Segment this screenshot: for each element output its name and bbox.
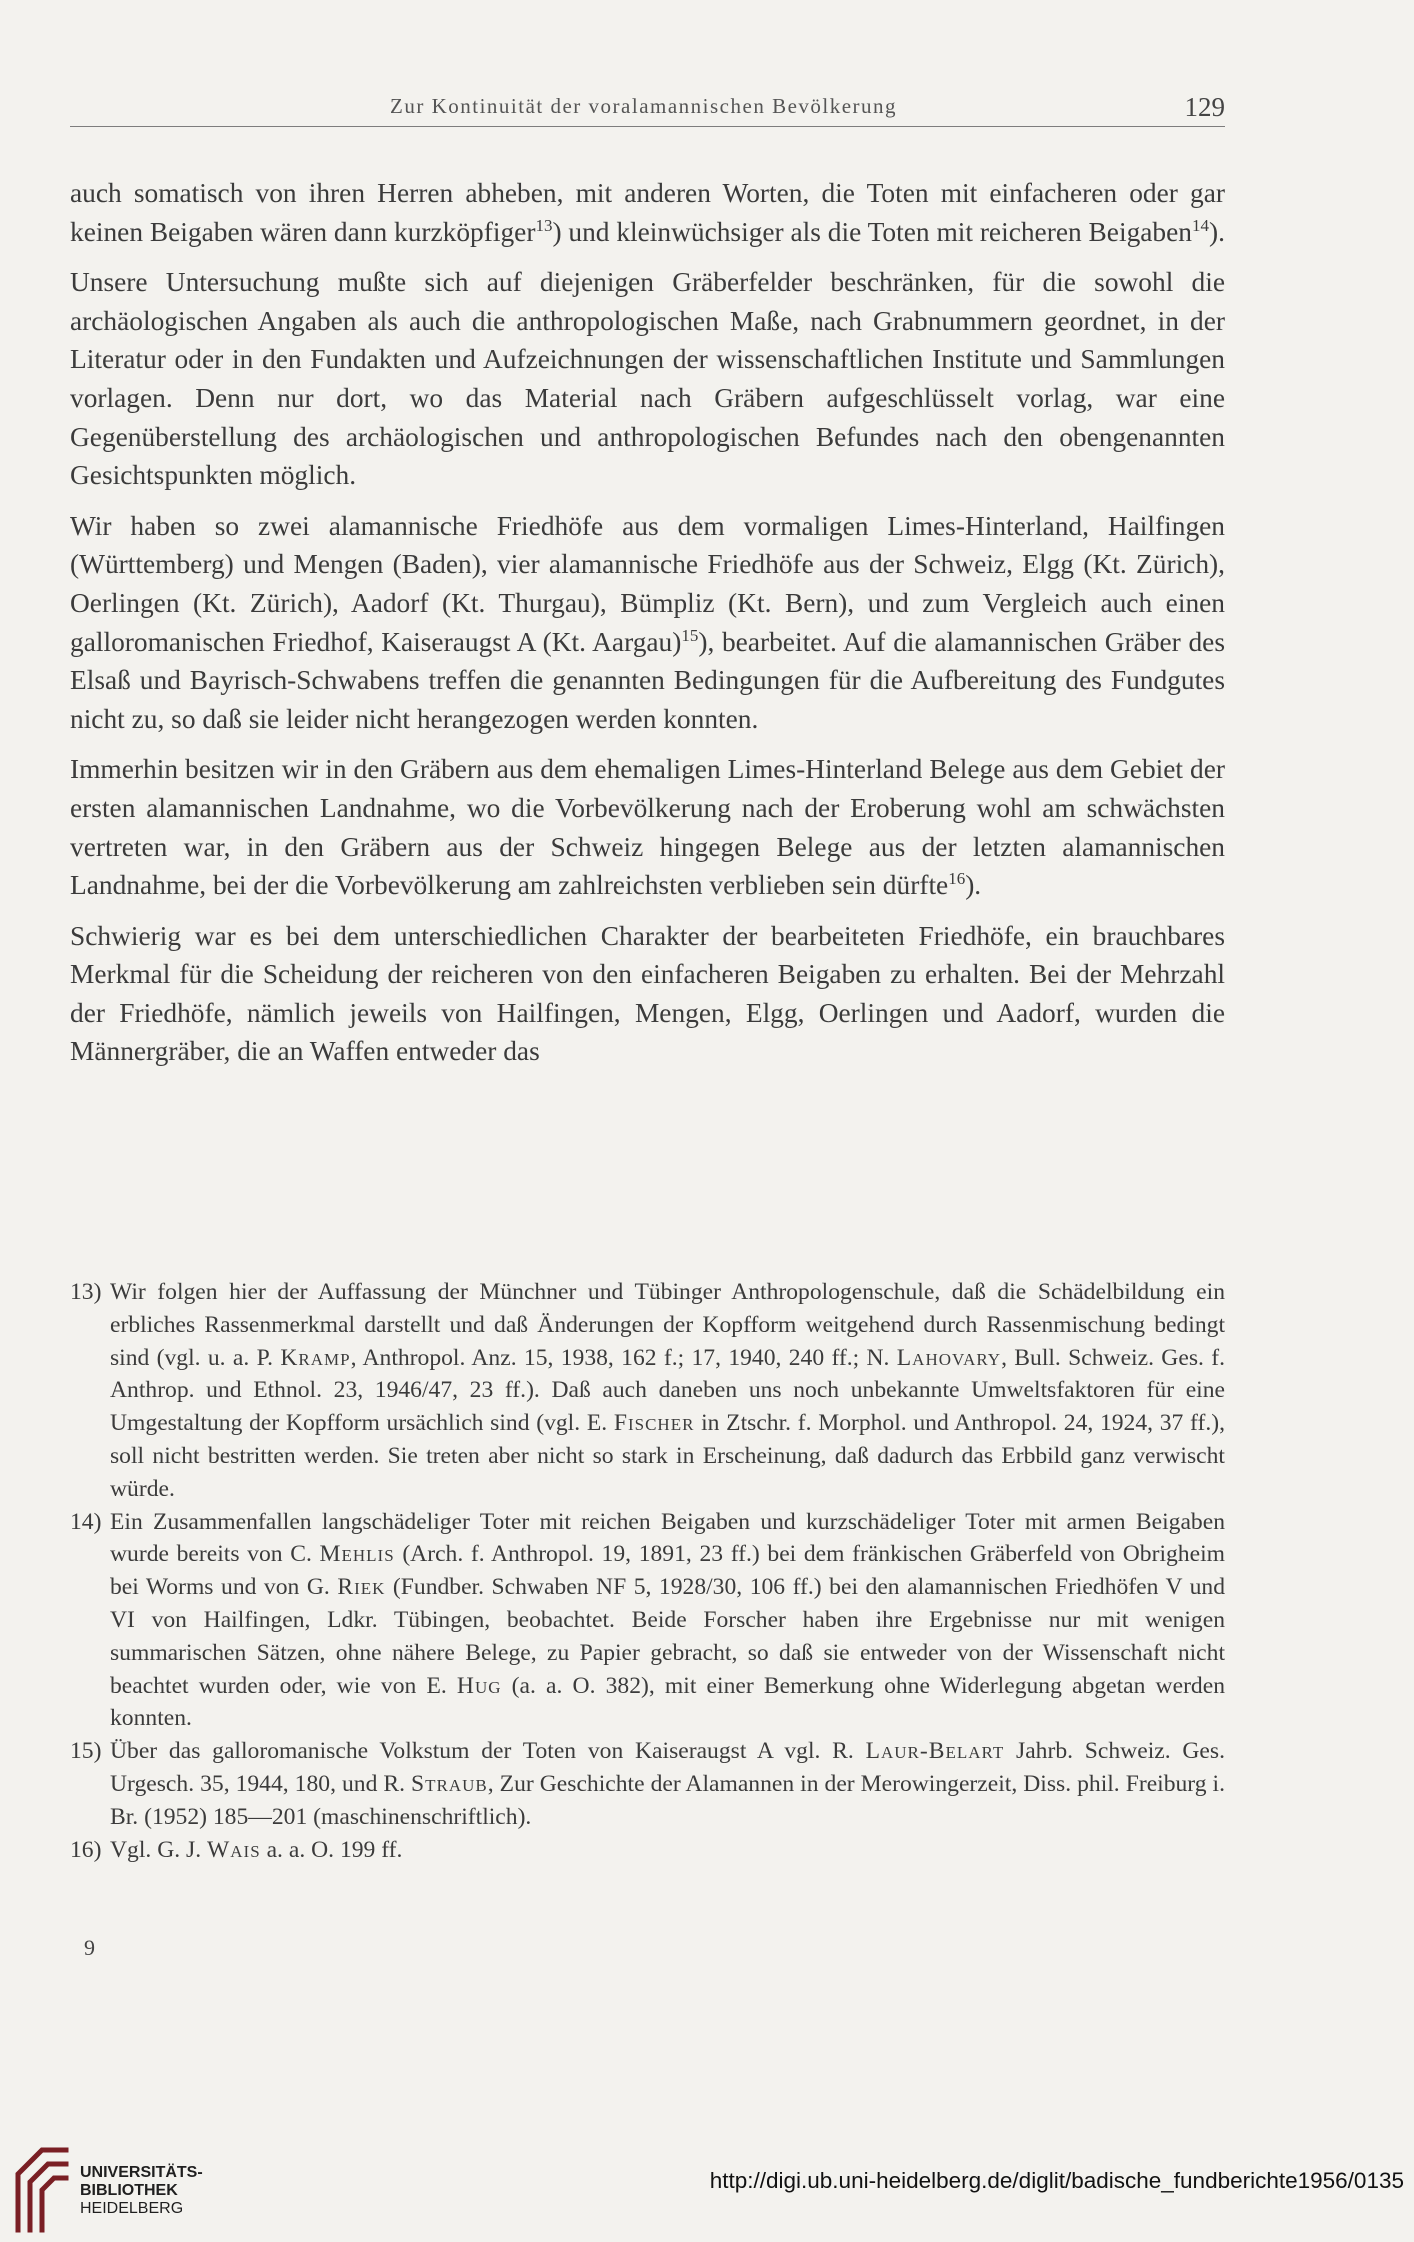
footnote-15: [70, 1735, 1225, 1833]
text: , Bull. Schweiz. Ges. f. Anthrop. und Ethnol. 23, 1946/47, 23 ff.). Daß auch daneben uns noch unbekannte Umweltsfaktoren für eine Umgestaltung der Kopfform ursächlich sind (vgl. E.: [110, 1344, 1225, 1437]
footnotes: [70, 1276, 1225, 1866]
library-logo-icon: [8, 2144, 72, 2236]
footnote-13: [70, 1276, 1225, 1506]
text: ) und kleinwüchsiger als die Toten mit reicheren Beigaben: [552, 216, 1192, 247]
page-header: [70, 86, 1225, 127]
text: , Anthropol. Anz. 15, 1938, 162 f.; 17, 1940, 240 ff.; N.: [350, 1344, 897, 1371]
text: Wir haben so zwei alamannische Friedhöfe aus dem vormaligen Limes-Hinterland, Hailfingen (Württemberg) und Mengen (Baden), vier alamannische Friedhöfe aus der Schweiz, Elgg (Kt. Zürich), Oerlingen (Kt. Zürich), Aadorf (Kt. Thurgau), Bümpliz (Kt. Bern), und zum Vergleich auch einen galloromanischen Friedhof, Kaiseraugst A (Kt. Aargau): [70, 510, 1225, 657]
text: Wir folgen hier der Auffassung der Münchner und Tübinger Anthropologenschule, daß die Schädelbildung ein erbliches Rassenmerkmal darstellt und daß Änderungen der Kopfform weitgehend durch Rassenmischung bedingt sind (vgl. u. a. P.: [110, 1279, 1225, 1371]
footnote-ref-13: 13: [535, 215, 553, 235]
text: Vgl. G. J.: [110, 1836, 208, 1863]
footnote-ref-14: 14: [1191, 215, 1209, 235]
library-name-line-3: HEIDELBERG: [80, 2200, 184, 2217]
text: , Zur Geschichte der Alamannen in der Merowingerzeit, Diss. phil. Freiburg i. Br. (1952) 185—201 (maschinenschriftlich).: [110, 1770, 1225, 1830]
running-title: Zur Kontinuität der voralamannischen Bevölkerung: [390, 94, 898, 118]
author-name: Straub: [411, 1770, 488, 1797]
text: auch somatisch von ihren Herren abheben, mit anderen Worten, die Toten mit einfacheren oder gar keinen Beigaben wären dann kurzköpfiger: [70, 178, 1225, 247]
footnote-number: 16): [70, 1836, 102, 1863]
text: (Arch. f. Anthropol. 19, 1891, 23 ff.) bei dem fränkischen Gräberfeld von Obrigheim bei Worms und von G.: [110, 1541, 1225, 1601]
main-text: [70, 174, 1225, 1071]
author-name: Wais: [207, 1836, 261, 1863]
text: Immerhin besitzen wir in den Gräbern aus dem ehemaligen Limes-Hinterland Belege aus dem Gebiet der ersten alamannischen Landnahme, wo die Vorbevölkerung nach der Eroberung wohl am schwächsten vertreten war, in den Gräbern aus der Schweiz hingegen Belege aus der letzten alamannischen Landnahme, bei der die Vorbevölkerung am zahlreichsten verblieben sein dürfte: [70, 754, 1225, 901]
author-name: Kramp: [280, 1344, 351, 1371]
library-name: [80, 2164, 203, 2218]
text: in Ztschr. f. Morphol. und Anthropol. 24, 1924, 37 ff.), soll nicht bestritten werden. Sie treten aber nicht so stark in Erscheinung, daß dadurch das Erbbild ganz verwischt würde.: [110, 1410, 1225, 1502]
signature-mark: 9: [84, 1935, 95, 1960]
text: a. a. O. 199 ff.: [260, 1836, 403, 1863]
footnote-16: [70, 1834, 1225, 1867]
page-number: 129: [1184, 92, 1225, 122]
footnote-ref-15: 15: [681, 625, 699, 645]
text: Jahrb. Schweiz. Ges. Urgesch. 35, 1944, 180, und R.: [110, 1738, 1225, 1797]
text: ).: [965, 870, 982, 901]
footnote-number: 14): [70, 1508, 102, 1535]
author-name: Laur-Belart: [865, 1738, 1005, 1765]
author-name: Fischer: [613, 1410, 695, 1437]
author-name: Mehlis: [319, 1541, 395, 1568]
author-name: Riek: [337, 1574, 386, 1601]
paragraph-1: [70, 174, 1225, 251]
text: (Fundber. Schwaben NF 5, 1928/30, 106 ff.) bei den alamannischen Friedhöfen V und VI von Hailfingen, Ldkr. Tübingen, beobachtet. Beide Forscher haben ihre Ergebnisse nur mit wenigen summarischen Sätzen, ohne nähere Belege, zu Papier gebracht, so daß sie entweder von der Wissenschaft nicht beachtet wurden oder, wie von E.: [110, 1574, 1225, 1699]
footnote-number: 13): [70, 1279, 102, 1305]
footnote-ref-16: 16: [948, 868, 966, 888]
text: ).: [1208, 216, 1225, 247]
text: ), bearbeitet. Auf die alamannischen Gräber des Elsaß und Bayrisch-Schwabens treffen die genannten Bedingungen für die Aufbereitung des Fundgutes nicht zu, so daß sie leider nicht herangezogen werden konnten.: [70, 626, 1225, 734]
text: Über das galloromanische Volkstum der Toten von Kaiseraugst A vgl. R.: [110, 1738, 866, 1765]
paragraph-5: Schwierig war es bei dem unterschiedlichen Charakter der bearbeiteten Friedhöfe, ein brauchbares Merkmal für die Scheidung der reicheren von den einfacheren Beigaben zu erhalten. Bei der Mehrzahl der Friedhöfe, nämlich jeweils von Hailfingen, Mengen, Elgg, Oerlingen und Aadorf, wurden die Männergräber, die an Waffen entweder das: [70, 920, 1225, 1067]
source-url-link[interactable]: http://digi.ub.uni-heidelberg.de/diglit/badische_fundberichte1956/0135: [709, 2168, 1404, 2193]
paragraph-3: [70, 507, 1225, 739]
paragraph-4: [70, 750, 1225, 904]
library-name-line-1: UNIVERSITÄTS-: [80, 2164, 203, 2181]
author-name: Lahovary: [896, 1344, 1002, 1371]
library-name-line-2: BIBLIOTHEK: [80, 2182, 178, 2199]
text: (a. a. O. 382), mit einer Bemerkung ohne Widerlegung abgetan werden konnten.: [110, 1672, 1225, 1732]
footnote-number: 15): [70, 1738, 102, 1765]
text: Ein Zusammenfallen langschädeliger Toter mit reichen Beigaben und kurzschädeliger Toter mit armen Beigaben wurde bereits von C.: [110, 1508, 1225, 1568]
paragraph-2: Unsere Untersuchung mußte sich auf diejenigen Gräberfelder beschränken, für die sowohl die archäologischen Angaben als auch die anthropologischen Maße, nach Grabnummern geordnet, in der Literatur oder in den Fundakten und Aufzeichnungen der wissenschaftlichen Institute und Sammlungen vorlagen. Denn nur dort, wo das Material nach Gräbern aufgeschlüsselt vorlag, war eine Gegenüberstellung des archäologischen und anthropologischen Befundes nach den obengenannten Gesichtspunkten möglich.: [70, 267, 1225, 491]
author-name: Hug: [456, 1672, 502, 1699]
footnote-14: [70, 1506, 1225, 1736]
